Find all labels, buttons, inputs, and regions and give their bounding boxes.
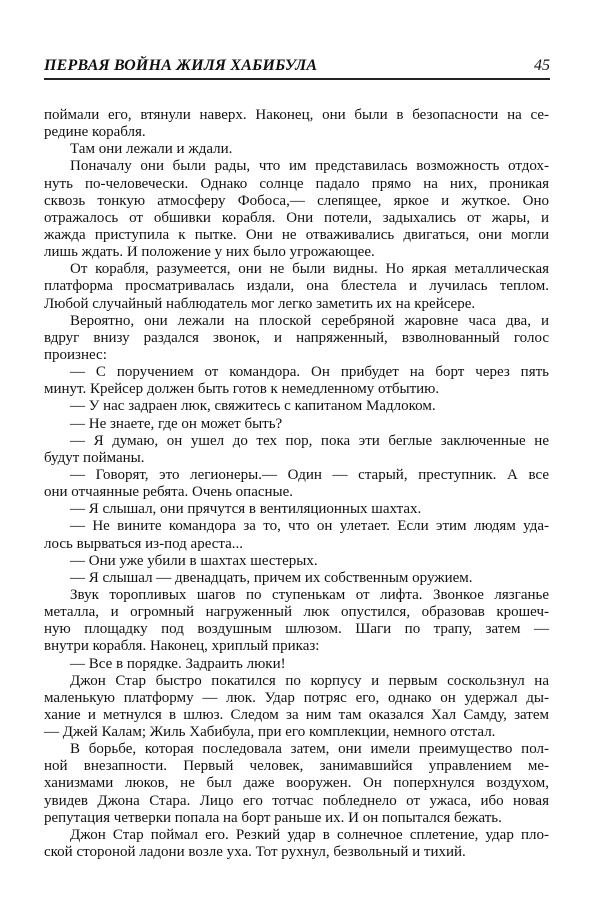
text-line: ной внезапности. Первый человек, занимавшийся управлением ме- bbox=[44, 758, 549, 775]
text-line: платформа просматривалась издали, она блестела и лучилась теплом. bbox=[44, 278, 549, 295]
text-line: — Все в порядке. Задраить люки! bbox=[70, 655, 286, 672]
text-line: отражалось от обшивки корабля. Они потели, задыхались от жары, и bbox=[44, 209, 549, 226]
text-line: — Не вините командора за то, что он улетает. Если этим людям уда- bbox=[70, 518, 549, 535]
text-line: будут пойманы. bbox=[44, 449, 145, 466]
text-line: они отчаянные ребята. Очень опасные. bbox=[44, 484, 294, 501]
text-line: Поначалу они были рады, что им представилась возможность отдох- bbox=[70, 158, 549, 175]
text-line: ской стороной ладони возле уха. Тот рухнул, безвольный и тихий. bbox=[44, 844, 466, 861]
running-header bbox=[44, 56, 550, 80]
text-line: минут. Крейсер должен быть готов к немедленному отбытию. bbox=[44, 381, 440, 398]
text-line: вдруг внизу раздался звонок, и напряженный, взволнованный голос bbox=[44, 329, 549, 346]
text-line: — Я думаю, он ушел до тех пор, пока эти беглые заключенные не bbox=[70, 432, 549, 449]
text-line: Вероятно, они лежали на плоской серебряной жаровне часа два, и bbox=[70, 312, 549, 329]
text-line: лось вырваться из-под ареста... bbox=[44, 535, 244, 552]
text-line: Звук торопливых шагов по ступенькам от лифта. Звонкое лязганье bbox=[70, 586, 549, 603]
text-line: маленькую платформу — люк. Удар потряс его, однако он удержал ды- bbox=[44, 689, 549, 706]
text-line: — Не знаете, где он может быть? bbox=[70, 415, 283, 432]
text-line: нуть по-человечески. Однако солнце падало прямо на них, проникая bbox=[44, 175, 549, 192]
text-line: — Они уже убили в шахтах шестерых. bbox=[70, 552, 318, 569]
running-title: ПЕРВАЯ ВОЙНА ЖИЛЯ ХАБИБУЛА bbox=[44, 57, 318, 74]
text-line: Джон Стар быстро покатился по корпусу и первым соскользнул на bbox=[70, 672, 549, 689]
text-line: редине корабля. bbox=[44, 124, 146, 141]
text-line: лишь ждать. И положение у них было угрожающее. bbox=[44, 244, 375, 261]
text-line: Там они лежали и ждали. bbox=[70, 141, 233, 158]
text-line: — С поручением от командора. Он прибудет на борт через пять bbox=[70, 364, 549, 381]
page-body-text bbox=[44, 107, 549, 861]
text-line: металла, и огромный нагруженный люк опустился, образовав крошеч- bbox=[44, 604, 549, 621]
text-line: увидев Джона Стара. Лицо его тотчас побледнело от ужаса, ибо новая bbox=[44, 792, 549, 809]
text-line: — Я слышал — двенадцать, причем их собственным оружием. bbox=[70, 569, 473, 586]
text-line: жажда приступила к пытке. Они не отваживались двигаться, они могли bbox=[44, 226, 549, 243]
text-line: Джон Стар поймал его. Резкий удар в солнечное сплетение, удар пло- bbox=[70, 826, 549, 843]
text-line: произнес: bbox=[44, 346, 107, 363]
text-line: В борьбе, которая последовала затем, они имели преимущество пол- bbox=[70, 741, 549, 758]
text-line: поймали его, втянули наверх. Наконец, они были в безопасности на се- bbox=[44, 107, 549, 123]
text-line: Любой случайный наблюдатель мог легко заметить их на крейсере. bbox=[44, 295, 476, 312]
text-line: репутация четверки попала на борт раньше их. И он попытался бежать. bbox=[44, 809, 502, 826]
text-line: ханизмами люков, не был даже вооружен. Он поперхнулся воздухом, bbox=[44, 775, 549, 792]
text-line: внутри корабля. Наконец, хриплый приказ: bbox=[44, 638, 320, 655]
text-line: — Джей Калам; Жиль Хабибула, при его комплекции, немного отстал. bbox=[44, 724, 496, 741]
text-line: сквозь тонкую атмосферу Фобоса,— слепящее, яркое и жуткое. Оно bbox=[44, 192, 549, 209]
text-line: ную площадку под воздушным шлюзом. Шаги по трапу, затем — bbox=[44, 621, 549, 638]
page-number: 45 bbox=[534, 57, 550, 74]
text-line: От корабля, разумеется, они не были видны. Но яркая металлическая bbox=[70, 261, 549, 278]
text-line: — Говорят, это легионеры.— Один — старый, преступник. А все bbox=[70, 466, 549, 483]
text-line: — Я слышал, они прячутся в вентиляционных шахтах. bbox=[70, 501, 422, 518]
text-line: — У нас задраен люк, свяжитесь с капитаном Мадлоком. bbox=[70, 398, 436, 415]
text-line: хание и метнулся в шлюз. Следом за ним там оказался Хал Самду, затем bbox=[44, 706, 549, 723]
